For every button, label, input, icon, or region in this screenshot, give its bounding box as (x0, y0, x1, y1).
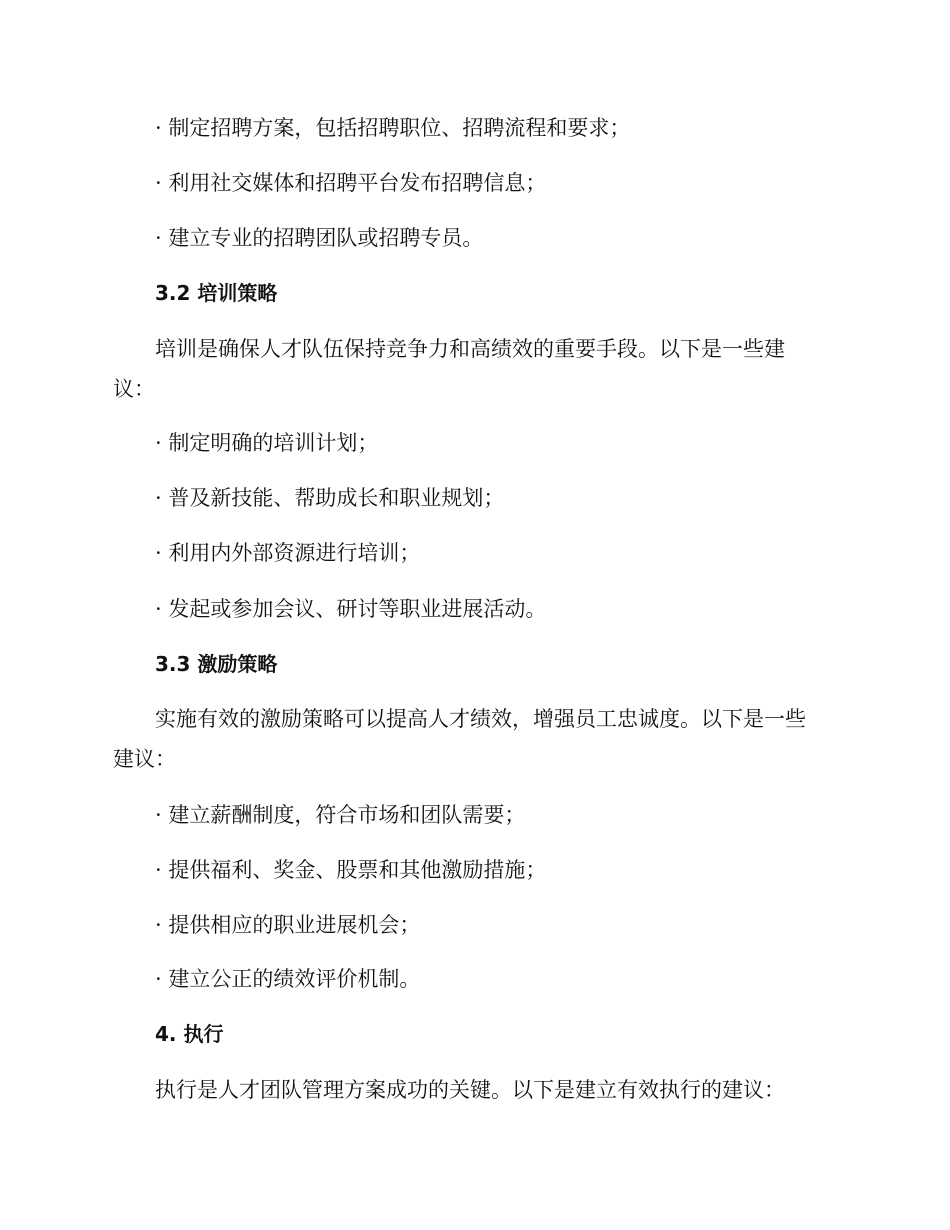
training-intro-line: 培训是确保人才队伍保持竞争力和高绩效的重要手段。以下是一些建 (155, 337, 785, 361)
training-bullet: · 利用内外部资源进行培训； (155, 541, 421, 565)
section-heading-execution: 4. 执行 (155, 1022, 224, 1046)
execution-intro-line: 执行是人才团队管理方案成功的关键。以下是建立有效执行的建议： (155, 1078, 785, 1102)
incentive-bullet: · 提供福利、奖金、股票和其他激励措施； (155, 858, 547, 882)
incentive-intro-line: 建议： (113, 747, 176, 771)
section-heading-incentive: 3.3 激励策略 (155, 652, 278, 676)
incentive-bullet: · 建立公正的绩效评价机制。 (155, 967, 421, 991)
incentive-bullet: · 建立薪酬制度，符合市场和团队需要； (155, 803, 526, 827)
incentive-bullet: · 提供相应的职业进展机会； (155, 913, 421, 937)
section-heading-training: 3.2 培训策略 (155, 281, 278, 305)
recruit-bullet: · 建立专业的招聘团队或招聘专员。 (155, 226, 484, 250)
training-intro-line: 议： (113, 377, 155, 401)
recruit-bullet: · 利用社交媒体和招聘平台发布招聘信息； (155, 171, 547, 195)
training-bullet: · 发起或参加会议、研讨等职业进展活动。 (155, 597, 547, 621)
training-bullet: · 普及新技能、帮助成长和职业规划； (155, 486, 505, 510)
training-bullet: · 制定明确的培训计划； (155, 431, 379, 455)
recruit-bullet: · 制定招聘方案，包括招聘职位、招聘流程和要求； (155, 116, 631, 140)
incentive-intro-line: 实施有效的激励策略可以提高人才绩效，增强员工忠诚度。以下是一些 (155, 707, 806, 731)
